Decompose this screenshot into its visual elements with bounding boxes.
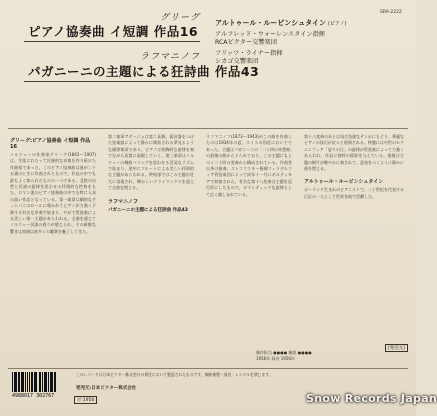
soloist-role: (ピアノ) bbox=[327, 21, 347, 27]
notes-top-rule bbox=[8, 128, 408, 129]
credits-line-2: 1956年 録音 1956年 bbox=[256, 356, 295, 361]
liner-notes-col-1 bbox=[10, 134, 96, 360]
notes-text-col-2: 第二楽章アダージョは変ニ長調、弱音器をつけた弦楽器によって静かに開始される夢見るような緩徐楽章であり、ピアノは装飾的な旋律を奏でながら次第に高揚していく。第三楽章はノルウェーの舞曲ハリングを思わせる活発なリズムで始まり、途中にフルートによる美しい抒情的な主題があらわれる。終結部ではこの主題が壮大に再現され、輝かしいクライマックスを迎えて全曲を閉じる。 bbox=[108, 134, 194, 191]
footer-company: 発売元:日本ビクター株式会社 bbox=[76, 386, 137, 391]
orchestra-1: RCAビクター交響楽団 bbox=[215, 39, 277, 46]
performer-block bbox=[215, 18, 385, 66]
title-rule-2 bbox=[24, 81, 200, 82]
watermark: Snow Records Japan bbox=[306, 392, 437, 405]
liner-notes-col-3 bbox=[206, 134, 292, 360]
notes-heading-grieg: グリーグ:ピアノ協奏曲 イ短調 作品16 bbox=[10, 138, 91, 150]
conductor-2: フリッツ・ライナー指揮 bbox=[215, 50, 283, 57]
liner-notes-col-2 bbox=[108, 134, 194, 360]
publisher-label: [発売元] bbox=[385, 344, 408, 352]
credits-line-1: 制作担当 ●●●● 解説 ●●●● bbox=[256, 350, 312, 355]
composer-rachmaninoff: ラフマニノフ bbox=[140, 52, 201, 62]
title-grieg-concerto: ピアノ協奏曲 イ短調 作品16 bbox=[28, 24, 199, 39]
conductor-1: アルフレッド・ウォーレンスタイン指揮 bbox=[215, 31, 325, 38]
barcode-number: 4988017 302767 bbox=[12, 393, 55, 399]
title-rule-1 bbox=[24, 41, 200, 42]
barcode-icon bbox=[12, 372, 72, 392]
notes-heading-rachmaninoff: ラフマニノフ bbox=[108, 198, 139, 205]
composer-grieg: グリーグ bbox=[160, 13, 201, 23]
title-rachmaninoff-rhapsody: パガニーニの主題による狂詩曲 作品43 bbox=[28, 64, 260, 79]
barcode-block bbox=[12, 372, 72, 399]
notes-heading-rubinstein: アルトゥール・ルービンシュタイン bbox=[304, 179, 384, 186]
footer-small-print: このレコードは日本ビクター株式会社の責任において製造されたものです。無断複製・放送・レンタルを禁じます。 bbox=[76, 372, 273, 377]
notes-text-col-3: ラフマニノフ(1873〜1943)がこの曲を作曲したのは1934年の夏、スイスの別荘においてであった。主題はパガニーニの「二十四の奇想曲」の最後の曲からとられており、この主題にもとづく二十四の変奏から構成されている。作曲者自身の独奏、ストコフスキー指揮フィラデルフィア管弦楽団によって同年十一月にボルティモアで初演された。有名な第十八変奏は主題を反行形にしたもので、ロマンティックな旋律として広く親しまれている。 bbox=[206, 134, 292, 197]
footer-top-rule bbox=[8, 368, 408, 369]
liner-notes-col-4 bbox=[304, 134, 404, 360]
notes-text-rubinstein: ポーランド生まれのピアニストで、二十世紀を代表する巨匠の一人として世界各地で活躍した。 bbox=[304, 187, 404, 199]
notes-text-col-4: 第十八変奏のあとは再び急速なテンポにもどり、華麗なピアノの技巧が次々と展開される。終盤には中世のセクエンツィア「怒りの日」の旋律が管弦楽によって力強くあらわれ、作品に独特の陰影を与えている。最後は主題の断片が軽やかに奏されて、意表をつくように静かに曲を閉じる。 bbox=[304, 134, 404, 172]
catalog-number: SRA-2222 bbox=[380, 10, 402, 15]
footer-stamp: Ⓟ 1956 bbox=[74, 396, 97, 404]
soloist-name: アルトゥール・ルービンシュタイン bbox=[215, 19, 326, 27]
notes-text-col-1: ノルウェーの作曲家グリーグ(1843〜1907)は、生涯にわたって民族的な音楽を作り続けた作曲家であった。このピアノ協奏曲は彼が二十五歳のときに作曲されたもので、作品の中でも最もよく知られたものの一つである。北欧の自然と民謡の旋律を思わせる抒情的な性格をもち、ロマン派のピアノ協奏曲の中でも特に人気の高い作品となっている。第一楽章は劇的なティンパニのロールに導かれてピアノが力強く下降する有名な序奏で始まり、やがて管弦楽による美しい第一主題があらわれる。全曲を通じてノルウェー民謡の香りが感じられ、その新鮮な響きは初演以来多くの聴衆を魅了してきた。 bbox=[10, 152, 96, 234]
notes-subheading-rhapsody: パガニーニの主題による狂詩曲 作品43 bbox=[108, 207, 188, 213]
orchestra-2: シカゴ交響楽団 bbox=[215, 58, 259, 65]
